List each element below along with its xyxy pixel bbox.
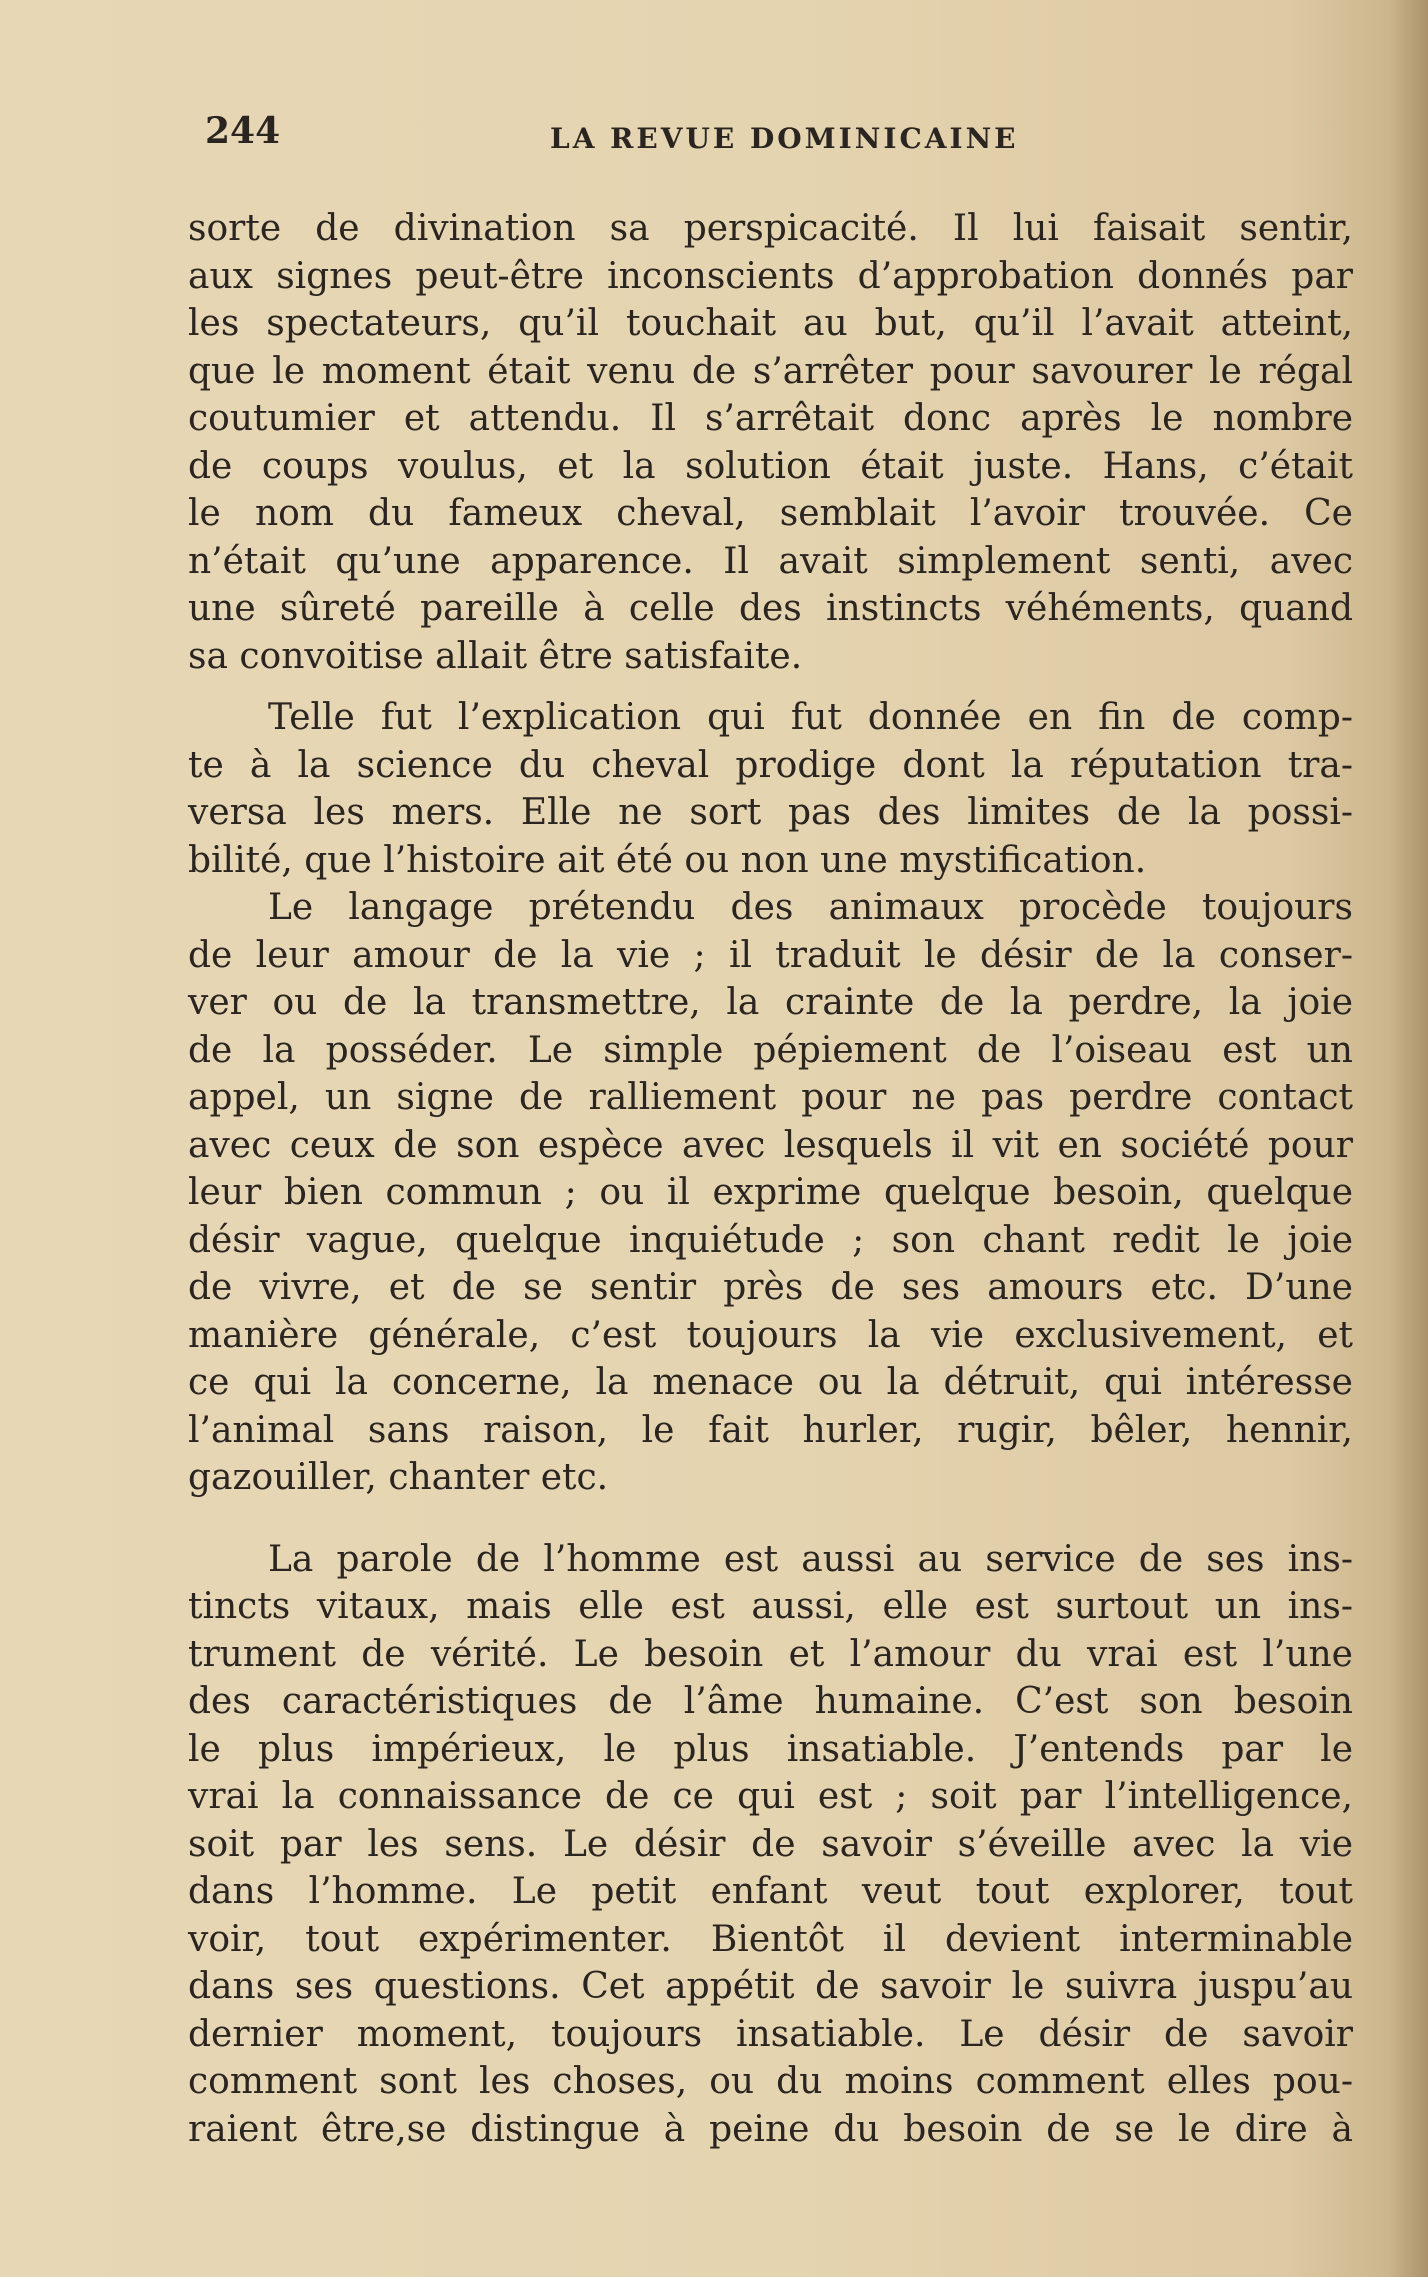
text-line: raient être,se distingue à peine du besoin de se le dire à bbox=[188, 2108, 1353, 2150]
page-spine-shadow bbox=[1388, 0, 1428, 2277]
text-line: bilité, que l’histoire ait été ou non une mystification. bbox=[188, 839, 1147, 881]
text-line: dernier moment, toujours insatiable. Le désir de savoir bbox=[188, 2013, 1353, 2055]
text-line: de coups voulus, et la solution était juste. Hans, c’était bbox=[188, 445, 1353, 487]
text-line: de vivre, et de se sentir près de ses amours etc. D’une bbox=[188, 1267, 1353, 1308]
paragraph-2 bbox=[188, 694, 1353, 884]
text-line: que le moment était venu de s’arrêter pour savourer le régal bbox=[188, 350, 1353, 392]
paragraph-4 bbox=[188, 1536, 1353, 2154]
text-line: manière générale, c’est toujours la vie exclusivement, et bbox=[188, 1314, 1353, 1356]
text-line: avec ceux de son espèce avec lesquels il vit en société pour bbox=[188, 1124, 1353, 1166]
text-line: coutumier et attendu. Il s’arrêtait donc après le nombre bbox=[188, 398, 1353, 439]
text-line: les spectateurs, qu’il touchait au but, qu’il l’avait atteint, bbox=[188, 303, 1353, 344]
text-line: appel, un signe de ralliement pour ne pas perdre contact bbox=[188, 1077, 1353, 1118]
body-text bbox=[188, 205, 1353, 2153]
text-line: voir, tout expérimenter. Bientôt il devient interminable bbox=[188, 1918, 1353, 1960]
running-title: LA REVUE DOMINICAINE bbox=[550, 122, 1019, 155]
text-line: de leur amour de la vie ; il traduit le désir de la conser- bbox=[188, 934, 1353, 976]
text-line: ver ou de la transmettre, la crainte de la perdre, la joie bbox=[188, 982, 1353, 1023]
text-line: sa convoitise allait être satisfaite. bbox=[188, 635, 803, 677]
page-number: 244 bbox=[205, 110, 281, 152]
text-line: l’animal sans raison, le fait hurler, rugir, bêler, hennir, bbox=[188, 1409, 1353, 1451]
text-line: Telle fut l’explication qui fut donnée en fin de comp- bbox=[268, 697, 1353, 738]
text-line: tincts vitaux, mais elle est aussi, elle est surtout un ins- bbox=[188, 1586, 1353, 1627]
text-line: La parole de l’homme est aussi au service de ses ins- bbox=[268, 1538, 1353, 1580]
text-line: désir vague, quelque inquiétude ; son chant redit le joie bbox=[188, 1219, 1353, 1261]
text-line: versa les mers. Elle ne sort pas des limites de la possi- bbox=[188, 792, 1353, 833]
text-line: te à la science du cheval prodige dont la réputation tra- bbox=[188, 744, 1353, 786]
text-line: de la posséder. Le simple pépiement de l’oiseau est un bbox=[188, 1029, 1353, 1071]
text-line: dans l’homme. Le petit enfant veut tout explorer, tout bbox=[188, 1871, 1353, 1912]
text-line: Le langage prétendu des animaux procède toujours bbox=[268, 887, 1353, 928]
text-line: soit par les sens. Le désir de savoir s’éveille avec la vie bbox=[188, 1823, 1353, 1865]
text-line: n’était qu’une apparence. Il avait simplement senti, avec bbox=[188, 540, 1353, 582]
text-line: une sûreté pareille à celle des instincts véhéments, quand bbox=[188, 588, 1353, 629]
page-header bbox=[205, 100, 1355, 160]
text-line: dans ses questions. Cet appétit de savoir le suivra juspu’au bbox=[188, 1966, 1353, 2007]
text-line: sorte de divination sa perspicacité. Il lui faisait sentir, bbox=[188, 208, 1353, 249]
text-line: le nom du fameux cheval, semblait l’avoir trouvée. Ce bbox=[188, 493, 1353, 534]
text-line: vrai la connaissance de ce qui est ; soit par l’intelligence, bbox=[188, 1776, 1353, 1817]
text-line: comment sont les choses, ou du moins comment elles pou- bbox=[188, 2061, 1353, 2102]
text-line: ce qui la concerne, la menace ou la détruit, qui intéresse bbox=[188, 1362, 1353, 1403]
text-line: leur bien commun ; ou il exprime quelque besoin, quelque bbox=[188, 1172, 1353, 1213]
paragraph-1 bbox=[188, 205, 1353, 680]
paragraph-3 bbox=[188, 884, 1353, 1502]
text-line: trument de vérité. Le besoin et l’amour du vrai est l’une bbox=[188, 1633, 1353, 1675]
text-line: des caractéristiques de l’âme humaine. C’est son besoin bbox=[188, 1681, 1353, 1722]
text-line: le plus impérieux, le plus insatiable. J’entends par le bbox=[188, 1728, 1353, 1770]
text-line: aux signes peut-être inconscients d’approbation donnés par bbox=[188, 255, 1353, 297]
text-line: gazouiller, chanter etc. bbox=[188, 1457, 609, 1498]
